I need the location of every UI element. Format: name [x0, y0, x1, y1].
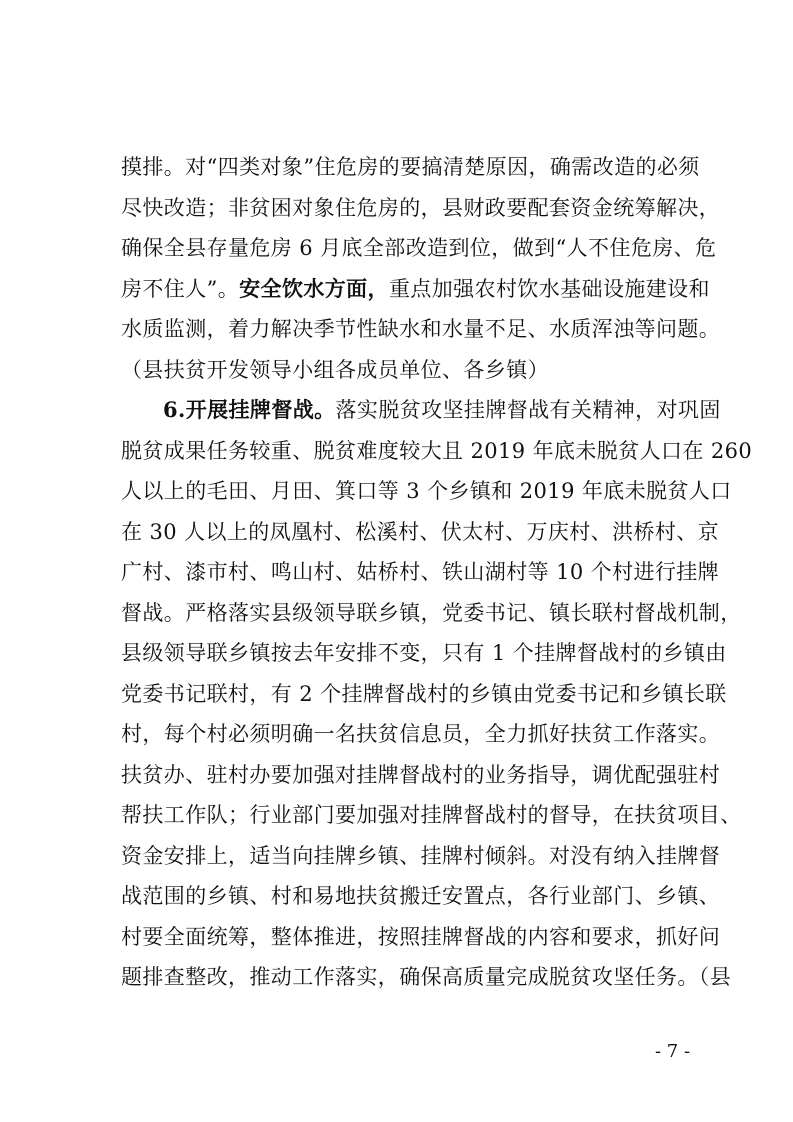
text-line: 帮扶工作队；行业部门要加强对挂牌督战村的督导，在扶贫项目、 [121, 803, 742, 827]
responsible-units-note: （县扶贫开发领导小组各成员单位、各乡镇） [121, 357, 549, 382]
text-line: 脱贫成果任务较重、脱贫难度较大且 2019 年底未脱贫人口在 260 [121, 438, 753, 463]
text-line: 村要全面统筹，整体推进，按照挂牌督战的内容和要求，抓好问 [121, 924, 721, 949]
text-line: 尽快改造；非贫困对象住危房的，县财政要配套资金统筹解决， [121, 195, 721, 220]
text-line: 战范围的乡镇、村和易地扶贫搬迁安置点，各行业部门、乡镇、 [121, 884, 721, 908]
text-line: 在 30 人以上的凤凰村、松溪村、伏太村、万庆村、洪桥村、京 [121, 519, 720, 544]
text-line: 督战。严格落实县级领导联乡镇，党委书记、镇长联村督战机制， [121, 600, 742, 625]
text-line: 题排查整改，推动工作落实，确保高质量完成脱贫攻坚任务。（县 [121, 965, 732, 989]
text-line [121, 390, 721, 431]
bold-subheading: 安全饮水方面， [239, 275, 389, 301]
section-heading: 6.开展挂牌督战。 [163, 397, 336, 422]
text-line [121, 269, 710, 310]
text-segment: 重点加强农村饮水基础设施建设和 [388, 276, 710, 301]
text-line: 确保全县存量危房 6 月底全部改造到位，做到“人不住危房、危 [121, 236, 717, 260]
text-line: 摸排。对“四类对象”住危房的要搞清楚原因，确需改造的必须 [121, 155, 700, 179]
text-line: 资金安排上，适当向挂牌乡镇、挂牌村倾斜。对没有纳入挂牌督 [121, 843, 721, 868]
text-segment: 落实脱贫攻坚挂牌督战有关精神，对巩固 [335, 398, 721, 422]
text-line: 党委书记联村，有 2 个挂牌督战村的乡镇由党委书记和乡镇长联 [121, 681, 727, 706]
text-segment: 房不住人”。 [121, 276, 240, 301]
text-line: 村，每个村必须明确一名扶贫信息员，全力抓好扶贫工作落实。 [121, 722, 721, 746]
text-line: 县级领导联乡镇按去年安排不变，只有 1 个挂牌督战村的乡镇由 [121, 641, 727, 665]
text-line: 扶贫办、驻村办要加强对挂牌督战村的业务指导，调优配强驻村 [121, 762, 721, 787]
text-line: 人以上的毛田、月田、箕口等 3 个乡镇和 2019 年底未脱贫人口 [121, 479, 732, 503]
body-text [121, 147, 753, 998]
text-line: 水质监测，着力解决季节性缺水和水量不足、水质浑浊等问题。 [121, 317, 721, 341]
text-line: 广村、漆市村、鸣山村、姑桥村、铁山湖村等 10 个村进行挂牌 [121, 560, 720, 584]
page-number: - 7 - [655, 1041, 691, 1062]
